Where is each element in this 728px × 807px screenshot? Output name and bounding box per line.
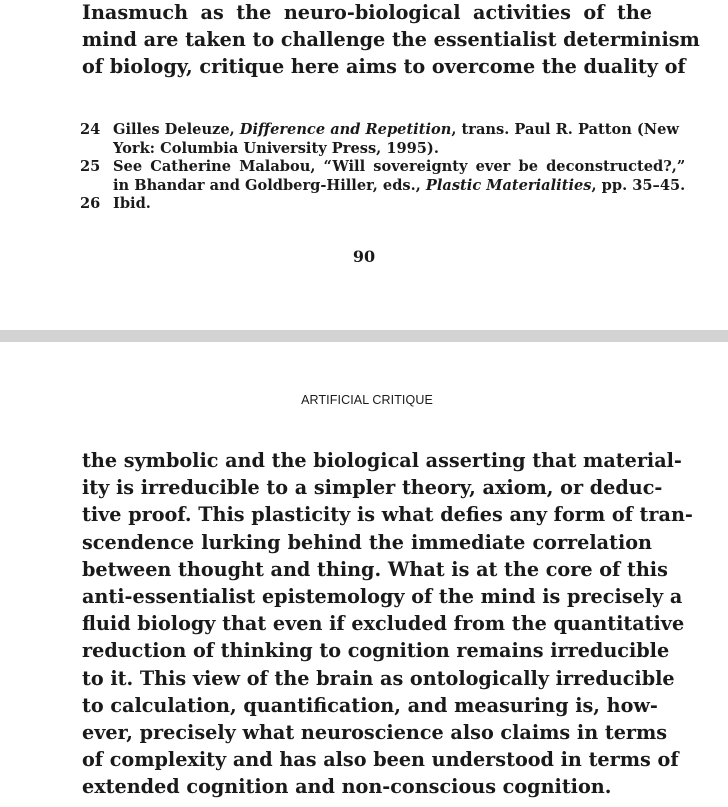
text-line: tive proof. This plasticity is what defies any form of tran-	[82, 503, 693, 527]
footnote-24	[80, 121, 679, 158]
book-title: Difference and Repetition	[239, 121, 452, 138]
page-top	[0, 0, 728, 330]
footnote-number: 25	[80, 158, 101, 175]
footnote-line: Ibid.	[113, 195, 151, 212]
footnote-line: Gilles Deleuze, Difference and Repetition, trans. Paul R. Patton (New	[113, 121, 679, 138]
text-line: to calculation, quantification, and measuring is, how-	[82, 693, 658, 717]
text-line: extended cognition and non-conscious cognition.	[82, 775, 612, 799]
text-line: Inasmuch as the neuro-biological activities of the	[82, 1, 652, 24]
footnote-text	[113, 158, 685, 195]
text-line: the symbolic and the biological asserting that material-	[82, 449, 682, 472]
footnote-25	[80, 158, 686, 195]
text-line: to it. This view of the brain as ontologically irreducible	[82, 666, 675, 690]
text-line: mind are taken to challenge the essentialist determinism	[82, 28, 700, 52]
text-line: anti-essentialist epistemology of the mind is precisely a	[82, 585, 683, 609]
text-line: between thought and thing. What is at the core of this	[82, 557, 668, 581]
footnotes	[80, 121, 686, 214]
footnote-line: in Bhandar and Goldberg-Hiller, eds., Plastic Materialities, pp. 35–45.	[113, 176, 686, 194]
body-text-page-91	[82, 447, 693, 801]
page-number: 90	[352, 247, 376, 266]
text-line: ity is irreducible to a simpler theory, axiom, or deduc-	[82, 476, 663, 500]
text-line: fluid biology that even if excluded from the quantitative	[82, 612, 685, 636]
footnote-text	[113, 121, 679, 158]
footnote-number: 26	[80, 195, 101, 212]
page-separator	[0, 330, 728, 342]
book-title: Plastic Materialities	[425, 176, 592, 194]
text-line: of biology, critique here aims to overcome the duality of	[82, 55, 686, 79]
text-line: scendence lurking behind the immediate correlation	[82, 530, 652, 554]
footnote-line: York: Columbia University Press, 1995).	[113, 139, 439, 157]
text-line: ever, precisely what neuroscience also claims in terms	[82, 721, 668, 745]
text-line: reduction of thinking to cognition remains irreducible	[82, 639, 670, 663]
running-head: ARTIFICIAL CRITIQUE	[301, 393, 433, 407]
footnote-text	[113, 195, 652, 214]
body-text-page-90	[82, 0, 700, 81]
footnote-number: 24	[80, 121, 101, 138]
footnote-26	[80, 195, 652, 214]
footnote-line: See Catherine Malabou, “Will sovereignty ever be deconstructed?,”	[113, 158, 686, 175]
text-line: of complexity and has also been understood in terms of	[82, 748, 679, 772]
page-bottom	[0, 342, 728, 807]
